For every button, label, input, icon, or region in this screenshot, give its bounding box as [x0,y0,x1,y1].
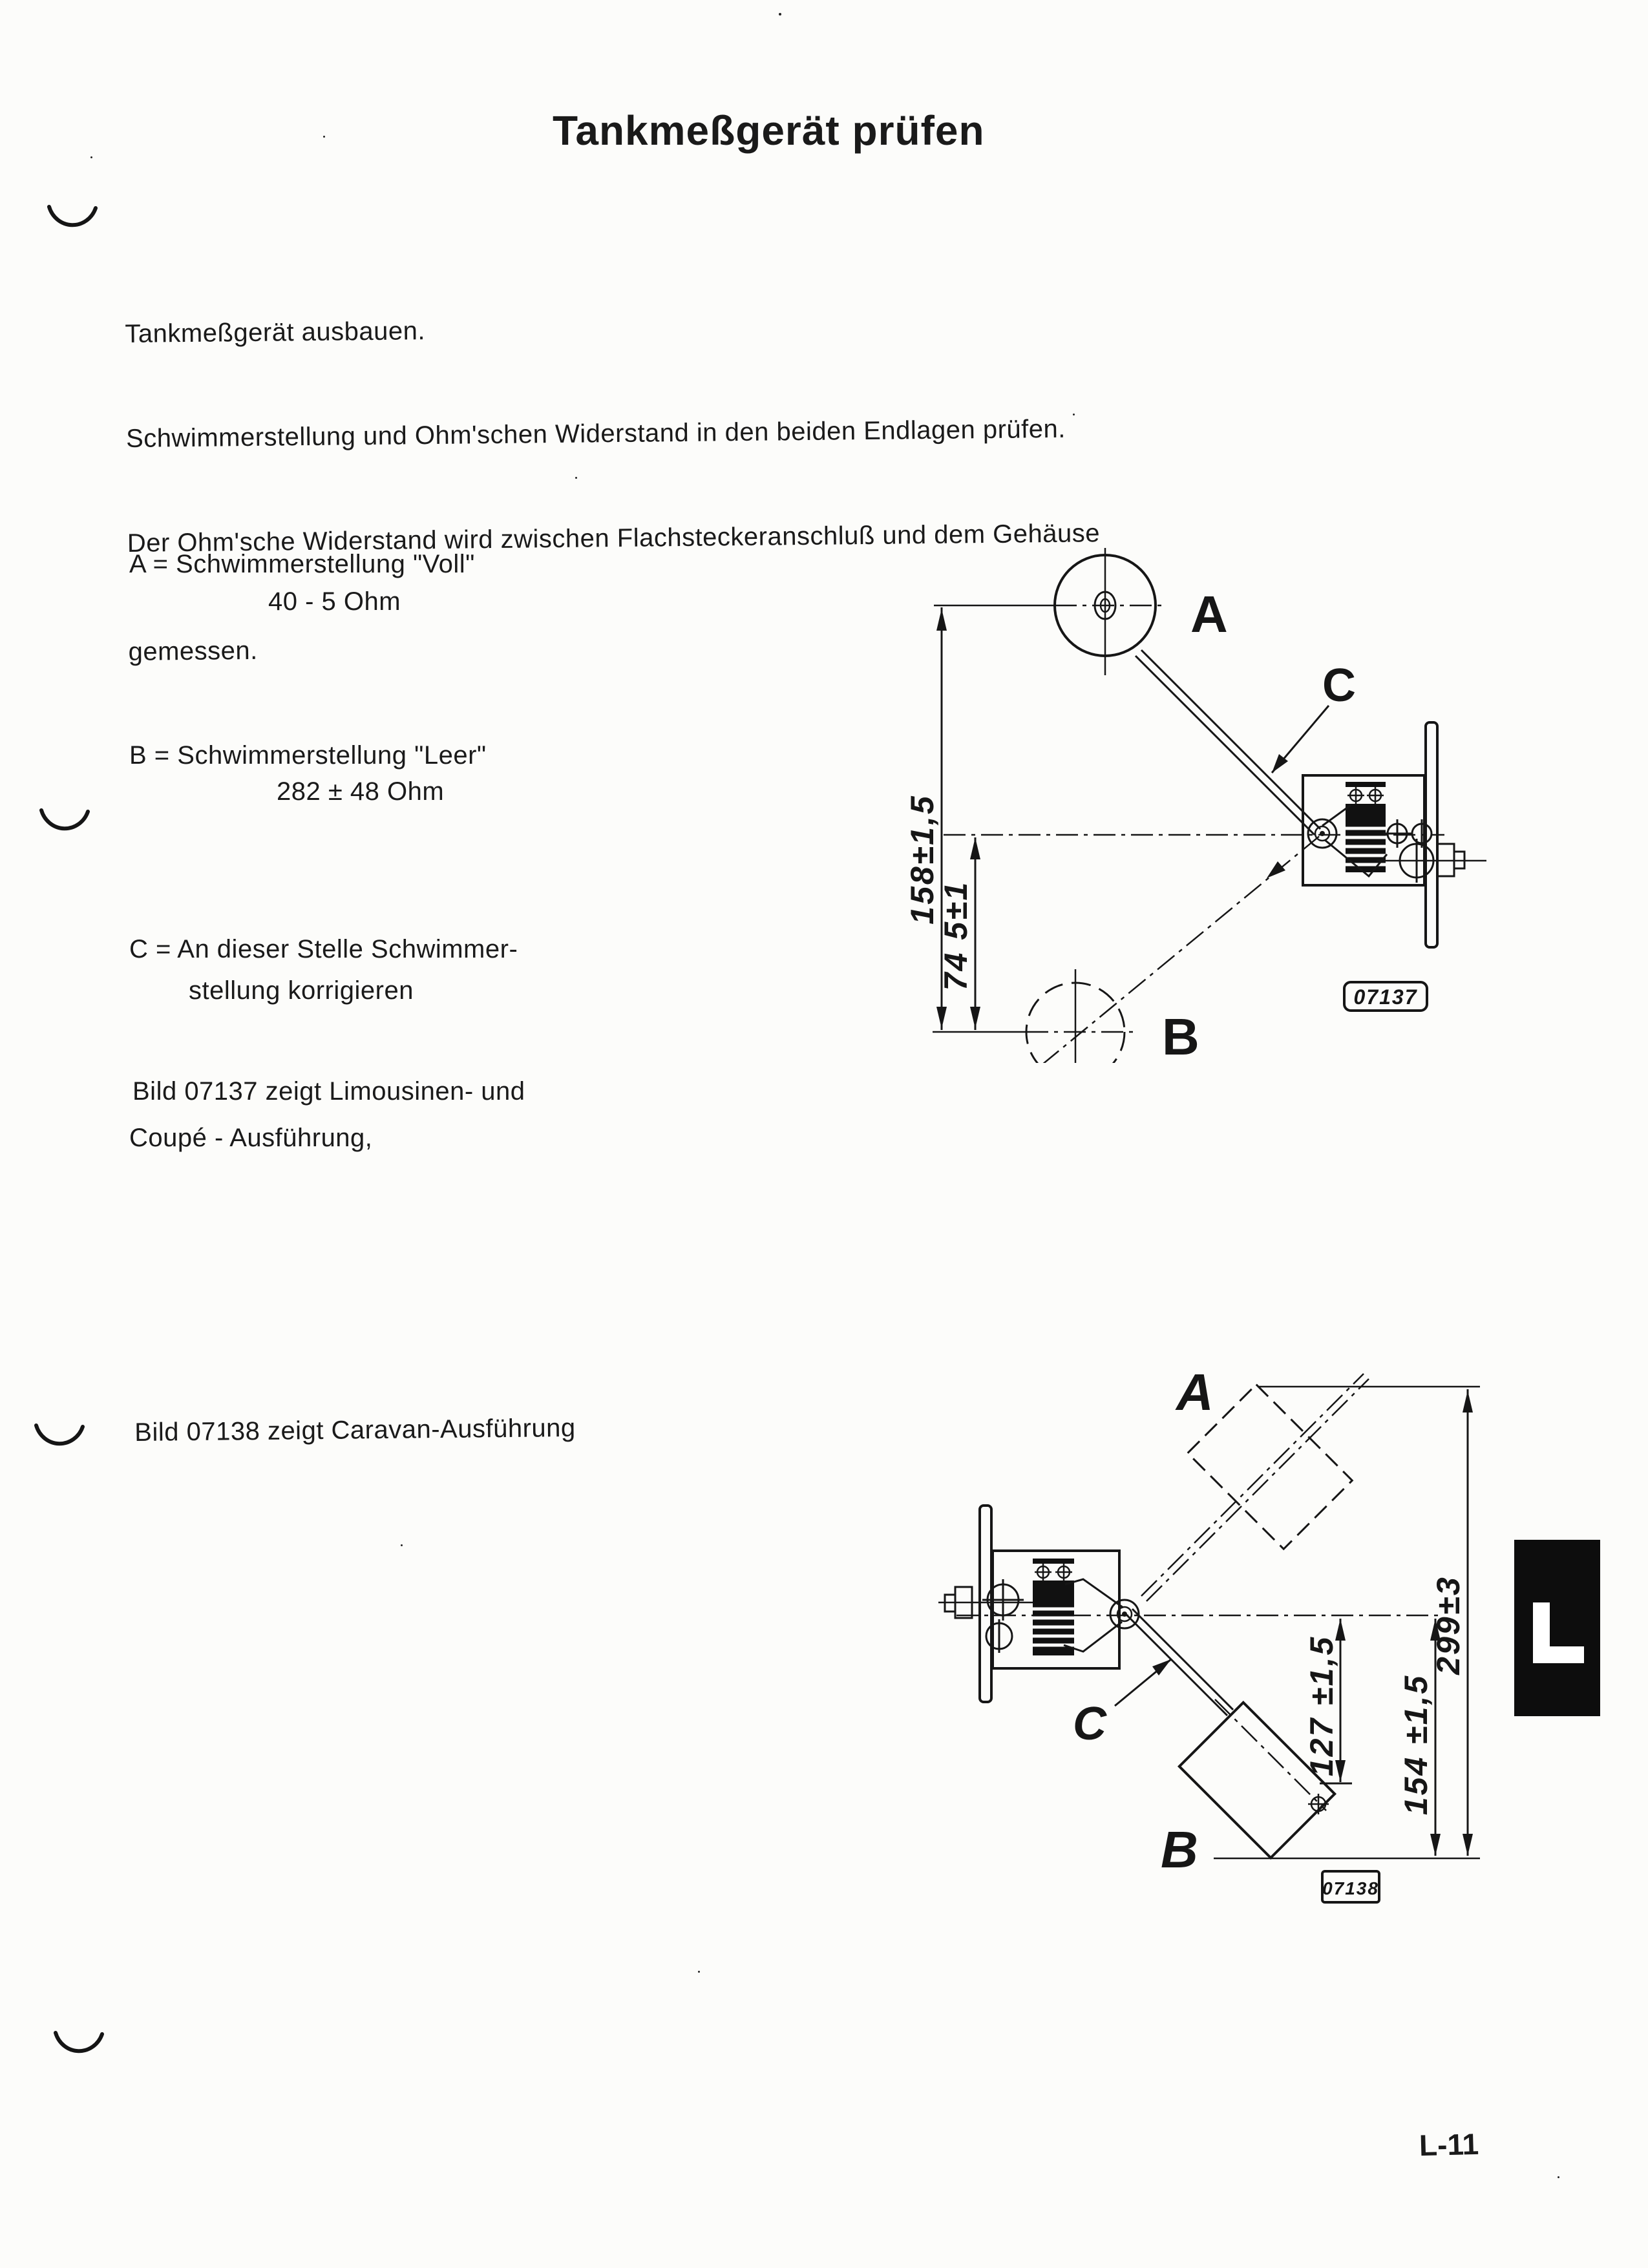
fuel-sender-unit [945,1506,1139,1702]
legend-c-line1: C = An dieser Stelle Schwimmer- [129,935,518,963]
figure-number-box [1344,982,1427,1011]
binding-mark [45,202,100,238]
dimension-158-label: 158±1,5 [904,794,940,925]
float-position-a [1055,548,1156,675]
legend-a-line2: 40 - 5 Ohm [268,587,401,616]
intro-line: Tankmeßgerät ausbauen. [125,317,426,348]
figure-label-b: B [1162,1008,1199,1063]
figure-label-b: B [1161,1821,1198,1878]
page-title: Tankmeßgerät prüfen [553,107,985,154]
figure-07137-caption-line2: Coupé - Ausführung, [129,1124,373,1152]
legend-c-line2: stellung korrigieren [189,976,414,1005]
binding-mark [37,805,92,841]
figure-07138-caption: Bild 07138 zeigt Caravan-Ausführung [134,1413,576,1447]
legend-b-line2: 282 ± 48 Ohm [277,777,445,806]
intro-line: Der Ohm'sche Widerstand wird zwischen Flachsteckeranschluß und dem Gehäuse [127,519,1101,558]
scan-speckle [90,156,92,158]
binding-mark [52,2028,106,2064]
dimension-74-5-label: 74 5±1 [938,880,974,991]
figure-label-c: C [1073,1698,1106,1750]
intro-line: Schwimmerstellung und Ohm'schen Widerstand in den beiden Endlagen prüfen. [125,414,1066,453]
legend-a-line1: A = Schwimmerstellung "Voll" [129,550,475,578]
figure-07137-caption-line1: Bild 07137 zeigt Limousinen- und [132,1077,525,1106]
dimension-127 [1304,1619,1352,1783]
figure-label-a: A [1190,585,1228,643]
figure-label-a: A [1176,1363,1214,1421]
dimension-154-label: 154 ±1,5 [1398,1674,1434,1816]
scan-speckle [698,1971,700,1973]
page-number: L-11 [1419,2126,1479,2163]
dimension-299-label: 299±3 [1430,1575,1466,1675]
dimension-74-5 [938,837,980,1030]
dimension-299 [1430,1389,1473,1856]
figure-label-c: C [1322,660,1356,711]
figure-number: 07137 [1353,985,1418,1009]
intro-line: gemessen. [128,636,258,666]
section-tab-letter [1533,1602,1584,1663]
scan-speckle [323,136,325,138]
figure-number-box [1322,1871,1379,1902]
callout-c [1272,660,1356,773]
figure-07138-diagram [924,1318,1493,1906]
section-tab-l [1514,1540,1600,1716]
legend-b-line1: B = Schwimmerstellung "Leer" [129,741,487,770]
float-position-a [1141,1374,1369,1601]
float-rod [1126,1609,1233,1716]
scan-speckle [401,1544,403,1546]
scan-speckle [779,13,781,16]
scan-speckle [1558,2176,1559,2178]
binding-mark [32,1420,87,1456]
float-position-b [1026,969,1125,1063]
float-rod [1136,650,1320,835]
callout-c [1073,1659,1171,1750]
figure-number: 07138 [1322,1878,1379,1898]
figure-07137-diagram [902,527,1503,1063]
dimension-127-label: 127 ±1,5 [1304,1635,1340,1777]
